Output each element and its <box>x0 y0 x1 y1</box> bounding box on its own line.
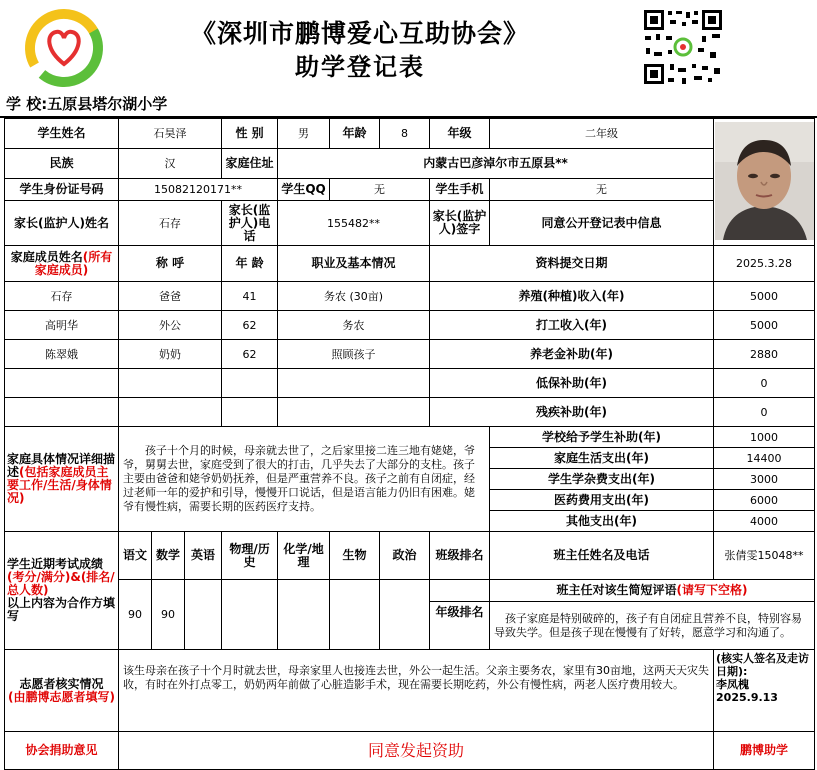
low-income-value[interactable]: 0 <box>714 369 815 398</box>
farming-income-label: 养殖(种植)收入(年) <box>430 282 714 311</box>
row-id-contact <box>5 179 815 201</box>
situation-label-main: 家庭具体情况详细描述 <box>7 452 116 479</box>
table-row <box>5 282 815 311</box>
member-name[interactable]: 高明华 <box>5 311 119 340</box>
form-header <box>0 0 817 92</box>
comment-label-main: 班主任对该生简短评语 <box>556 583 677 597</box>
age-value[interactable]: 8 <box>380 119 430 149</box>
exam-label-note: (考分/满分)&(排名/总人数) <box>7 570 115 597</box>
exam-label-main: 学生近期考试成绩 <box>7 557 104 571</box>
living-expense-label: 家庭生活支出(年) <box>490 448 714 469</box>
subject-chemistry-geography: 化学/地理 <box>278 532 330 580</box>
disability-label: 残疾补助(年) <box>430 398 714 427</box>
table-row <box>5 340 815 369</box>
opinion-text[interactable]: 同意发起资助 <box>119 732 714 770</box>
score-english[interactable] <box>185 580 222 650</box>
row-volunteer <box>5 650 815 732</box>
tuition-value[interactable]: 3000 <box>714 469 815 490</box>
subject-biology: 生物 <box>330 532 380 580</box>
exam-label-footer: 以上内容为合作方填写 <box>7 596 116 623</box>
member-job[interactable]: 务农 <box>278 311 430 340</box>
member-name[interactable] <box>5 398 119 427</box>
row-family-header <box>5 246 815 282</box>
guardian-phone-label: 家长(监护人)电话 <box>222 201 278 246</box>
member-job[interactable]: 务农 (30亩) <box>278 282 430 311</box>
subject-math: 数学 <box>152 532 185 580</box>
form-title: 助学登记表 <box>295 52 425 81</box>
comment-label <box>490 580 815 602</box>
opinion-sign[interactable]: 鹏博助学 <box>714 732 815 770</box>
form-title-association: 《深圳市鹏博爱心互助协会》 <box>190 19 529 48</box>
gender-label: 性 别 <box>222 119 278 149</box>
member-age-header: 年 龄 <box>222 246 278 282</box>
medical-label: 医药费用支出(年) <box>490 490 714 511</box>
family-members-label-main: 家庭成员姓名 <box>10 249 83 264</box>
living-expense-value[interactable]: 14400 <box>714 448 815 469</box>
subject-chinese: 语文 <box>119 532 152 580</box>
qr-code[interactable] <box>642 8 724 86</box>
teacher-comment[interactable]: 孩子家庭是特别破碎的，孩子有自闭症且营养不良，特别容易导致失学。但是孩子现在慢慢有了好转，愿意学习和沟通了。 <box>490 602 815 650</box>
score-politics[interactable] <box>380 580 430 650</box>
volunteer-label-note: (由鹏博志愿者填写) <box>8 689 115 704</box>
score-chemistry-geography[interactable] <box>278 580 330 650</box>
row-guardian <box>5 201 815 246</box>
student-name-label: 学生姓名 <box>5 119 119 149</box>
situation-label-note: (包括家庭成员主要工作/生活/身体情况) <box>7 465 112 505</box>
job-header: 职业及基本情况 <box>278 246 430 282</box>
member-name[interactable]: 陈翠娥 <box>5 340 119 369</box>
member-age[interactable]: 62 <box>222 311 278 340</box>
association-logo <box>22 8 106 88</box>
qq-value[interactable]: 无 <box>330 179 430 201</box>
volunteer-label-main: 志愿者核实情况 <box>19 676 104 691</box>
subject-english: 英语 <box>185 532 222 580</box>
submit-date-value[interactable]: 2025.3.28 <box>714 246 815 282</box>
gender-value[interactable]: 男 <box>278 119 330 149</box>
guardian-sign-label: 家长(监护人)签字 <box>430 201 490 246</box>
member-job[interactable]: 照顾孩子 <box>278 340 430 369</box>
member-relation[interactable] <box>119 369 222 398</box>
student-name-value[interactable]: 石昊泽 <box>119 119 222 149</box>
submit-date-label: 资料提交日期 <box>430 246 714 282</box>
guardian-name-value[interactable]: 石存 <box>119 201 222 246</box>
ethnicity-value[interactable]: 汉 <box>119 149 222 179</box>
member-age[interactable]: 62 <box>222 340 278 369</box>
phone-label: 学生手机 <box>430 179 490 201</box>
ethnicity-label: 民族 <box>5 149 119 179</box>
medical-value[interactable]: 6000 <box>714 490 815 511</box>
situation-label <box>5 427 119 532</box>
member-relation[interactable]: 外公 <box>119 311 222 340</box>
family-members-label <box>5 246 119 282</box>
subject-politics: 政治 <box>380 532 430 580</box>
member-name[interactable]: 石存 <box>5 282 119 311</box>
member-job[interactable] <box>278 369 430 398</box>
farming-income-value[interactable]: 5000 <box>714 282 815 311</box>
row-opinion <box>5 732 815 770</box>
verifier-block <box>714 650 815 732</box>
student-photo-image <box>715 122 814 240</box>
row-ethnicity-address <box>5 149 815 179</box>
low-income-label: 低保补助(年) <box>430 369 714 398</box>
relation-header: 称 呼 <box>119 246 222 282</box>
member-relation[interactable]: 爸爸 <box>119 282 222 311</box>
registration-form <box>4 118 815 770</box>
class-rank-label: 班级排名 <box>430 532 490 580</box>
member-age[interactable] <box>222 398 278 427</box>
grade-value[interactable]: 二年级 <box>490 119 714 149</box>
school-name: 学 校:五原县塔尔湖小学 <box>6 95 168 113</box>
other-expense-value[interactable]: 4000 <box>714 511 815 532</box>
table-row <box>5 311 815 340</box>
family-members-label-note: (所有家庭成员) <box>34 249 113 277</box>
member-relation[interactable] <box>119 398 222 427</box>
visit-date[interactable]: 2025.9.13 <box>716 691 778 704</box>
row-exam-subjects <box>5 532 815 580</box>
address-value[interactable]: 内蒙古巴彦淖尔市五原县** <box>278 149 714 179</box>
address-label: 家庭住址 <box>222 149 278 179</box>
score-biology[interactable] <box>330 580 380 650</box>
volunteer-report[interactable]: 该生母亲在孩子十个月时就去世，母亲家里人也接连去世，外公一起生活。父亲主要务农，家里有30亩地，这两天天灾失收，有时在外打点零工，奶奶两年前做了心脏造影手术，现在需要长期吃药，外公有慢性病，两老人医疗费用较大。 <box>119 650 714 732</box>
tuition-label: 学生学杂费支出(年) <box>490 469 714 490</box>
row-situation <box>5 427 815 448</box>
member-job[interactable] <box>278 398 430 427</box>
row-student-basic <box>5 119 815 149</box>
work-income-value[interactable]: 5000 <box>714 311 815 340</box>
qq-label: 学生QQ <box>278 179 330 201</box>
exam-label <box>5 532 119 650</box>
school-aid-label: 学校给予学生补助(年) <box>490 427 714 448</box>
class-rank-value[interactable] <box>430 580 490 602</box>
student-photo <box>714 119 815 246</box>
score-math[interactable]: 90 <box>152 580 185 650</box>
comment-label-note: (请写下空格) <box>676 583 748 597</box>
grade-rank-label: 年级排名 <box>430 602 490 650</box>
subject-physics-history: 物理/历史 <box>222 532 278 580</box>
member-name[interactable] <box>5 369 119 398</box>
verifier-label: (核实人签名及走访日期): <box>716 652 810 678</box>
work-income-label: 打工收入(年) <box>430 311 714 340</box>
teacher-value[interactable]: 张倩雯15048** <box>714 532 815 580</box>
guardian-name-label: 家长(监护人)姓名 <box>5 201 119 246</box>
opinion-label: 协会捐助意见 <box>5 732 119 770</box>
school-aid-value[interactable]: 1000 <box>714 427 815 448</box>
disability-value[interactable]: 0 <box>714 398 815 427</box>
consent-text: 同意公开登记表中信息 <box>490 201 714 246</box>
phone-value[interactable]: 无 <box>490 179 714 201</box>
id-label: 学生身份证号码 <box>5 179 119 201</box>
verifier-name[interactable]: 李凤槐 <box>716 678 750 691</box>
id-value[interactable]: 15082120171** <box>119 179 278 201</box>
volunteer-label <box>5 650 119 732</box>
score-chinese[interactable]: 90 <box>119 580 152 650</box>
situation-description[interactable]: 孩子十个月的时候，母亲就去世了，之后家里接二连三地有姥姥，爷爷，舅舅去世，家庭受到了很大的打击，几乎失去了大部分的支柱。孩子主要由爸爸和姥爷奶奶抚养，但是严重营养不良。孩子之前有自闭症，经过老师一年的爱护和引导，慢慢开口说话，但是语言能力仍旧有困难。姥爷有慢性病，需要长期的医药医疗支持。 <box>119 427 490 532</box>
score-physics-history[interactable] <box>222 580 278 650</box>
member-age[interactable] <box>222 369 278 398</box>
teacher-label: 班主任姓名及电话 <box>490 532 714 580</box>
age-label: 年龄 <box>330 119 380 149</box>
grade-label: 年级 <box>430 119 490 149</box>
table-row <box>5 369 815 398</box>
other-expense-label: 其他支出(年) <box>490 511 714 532</box>
member-relation[interactable]: 奶奶 <box>119 340 222 369</box>
member-age[interactable]: 41 <box>222 282 278 311</box>
pension-value[interactable]: 2880 <box>714 340 815 369</box>
row-comment-header <box>5 580 815 602</box>
pension-label: 养老金补助(年) <box>430 340 714 369</box>
table-row <box>5 398 815 427</box>
guardian-phone-value[interactable]: 155482** <box>278 201 430 246</box>
